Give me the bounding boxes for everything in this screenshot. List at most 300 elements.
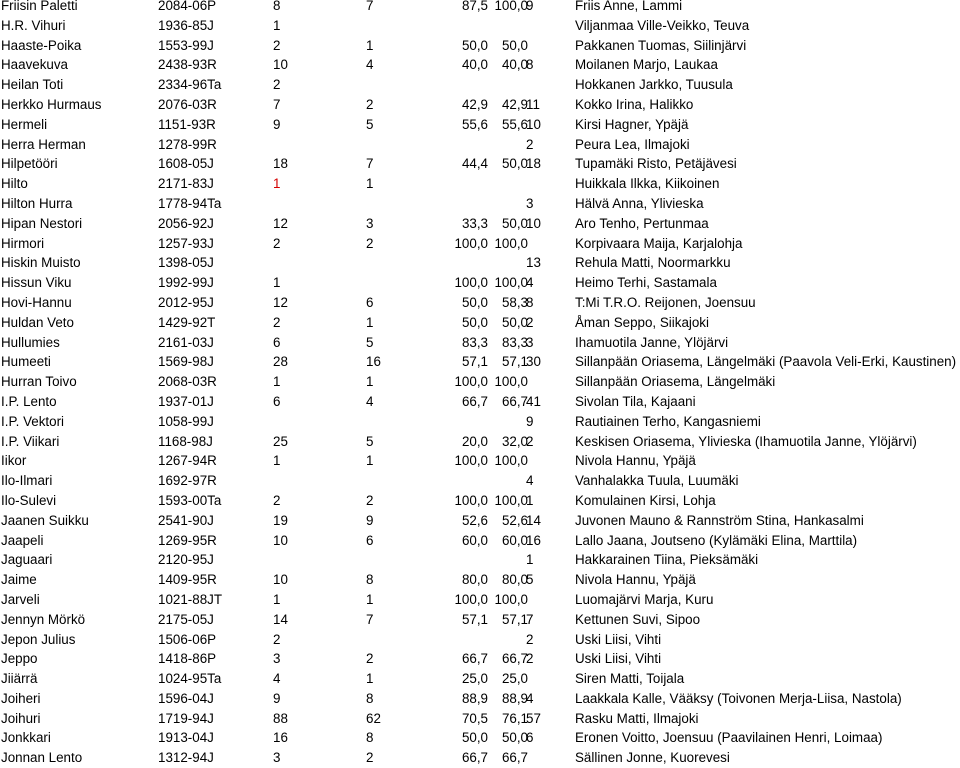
table-row [0, 0, 960, 16]
cell-starts: 4 [273, 671, 281, 687]
cell-placed-percent: 55,6 [501, 116, 528, 132]
cell-placed-percent: 57,1 [501, 611, 528, 627]
table-row [0, 293, 960, 313]
cell-placed-percent: 42,9 [501, 96, 528, 112]
cell-offspring: 7 [526, 611, 534, 627]
cell-horse-name: Hilton Hurra [1, 195, 73, 211]
cell-wins: 5 [366, 116, 374, 132]
cell-placed-percent: 57,1 [501, 354, 528, 370]
cell-horse-name: Jepon Julius [1, 631, 76, 647]
cell-wins: 6 [366, 294, 374, 310]
cell-win-percent: 60,0 [461, 532, 488, 548]
table-row [0, 709, 960, 729]
cell-win-percent: 100,0 [454, 591, 488, 607]
table-row [0, 352, 960, 372]
cell-offspring: 13 [526, 255, 541, 271]
table-row [0, 36, 960, 56]
cell-win-percent: 40,0 [461, 57, 488, 73]
cell-registration-number: 1024-95Ta [158, 671, 222, 687]
table-row [0, 412, 960, 432]
cell-win-percent: 50,0 [461, 294, 488, 310]
table-row [0, 115, 960, 135]
cell-offspring: 3 [526, 334, 534, 350]
cell-win-percent: 33,3 [461, 215, 488, 231]
cell-win-percent: 100,0 [454, 453, 488, 469]
cell-wins: 8 [366, 730, 374, 746]
cell-offspring: 11 [526, 96, 540, 112]
cell-horse-name: Hilpetööri [1, 156, 58, 172]
table-row [0, 95, 960, 115]
cell-owner: Kettunen Suvi, Sipoo [575, 611, 701, 627]
table-row [0, 194, 960, 214]
cell-registration-number: 1692-97R [158, 473, 217, 489]
cell-offspring: 6 [526, 730, 534, 746]
cell-owner: Juvonen Mauno & Rannström Stina, Hankasalmi [575, 512, 864, 528]
cell-owner: T:Mi T.R.O. Reijonen, Joensuu [575, 294, 756, 310]
cell-offspring: 4 [526, 690, 534, 706]
cell-placed-percent: 58,3 [501, 294, 528, 310]
cell-win-percent: 20,0 [461, 433, 488, 449]
cell-registration-number: 2056-92J [158, 215, 214, 231]
cell-horse-name: I.P. Lento [1, 393, 57, 409]
cell-horse-name: I.P. Viikari [1, 433, 60, 449]
cell-owner: Nivola Hannu, Ypäjä [575, 453, 696, 469]
cell-owner: Kirsi Hagner, Ypäjä [575, 116, 689, 132]
table-row [0, 16, 960, 36]
cell-win-percent: 66,7 [461, 393, 488, 409]
cell-registration-number: 1936-85J [158, 17, 214, 33]
cell-horse-name: Hipan Nestori [1, 215, 83, 231]
table-row [0, 214, 960, 234]
cell-win-percent: 25,0 [461, 671, 488, 687]
cell-registration-number: 1913-04J [158, 730, 214, 746]
cell-offspring: 2 [526, 631, 534, 647]
cell-registration-number: 2175-05J [158, 611, 214, 627]
cell-owner: Åman Seppo, Siikajoki [575, 314, 709, 330]
cell-placed-percent: 50,0 [501, 314, 528, 330]
table-row [0, 392, 960, 412]
cell-horse-name: Jaanen Suikku [1, 512, 89, 528]
cell-registration-number: 2076-03R [158, 96, 217, 112]
cell-placed-percent: 32,0 [501, 433, 528, 449]
cell-horse-name: Humeeti [1, 354, 51, 370]
cell-wins: 1 [366, 314, 374, 330]
cell-registration-number: 1267-94R [158, 453, 217, 469]
cell-registration-number: 1553-99J [158, 37, 214, 53]
table-row [0, 511, 960, 531]
cell-horse-name: Friisin Paletti [1, 0, 78, 13]
table-row [0, 234, 960, 254]
cell-horse-name: Haavekuva [1, 57, 68, 73]
cell-win-percent: 50,0 [461, 314, 488, 330]
cell-registration-number: 1058-99J [158, 413, 214, 429]
cell-registration-number: 1429-92T [158, 314, 216, 330]
cell-offspring: 1 [526, 552, 534, 568]
table-row [0, 75, 960, 95]
cell-registration-number: 2541-90J [158, 512, 214, 528]
cell-registration-number: 1021-88JT [158, 591, 223, 607]
cell-offspring: 2 [526, 433, 534, 449]
cell-starts: 14 [273, 611, 288, 627]
cell-offspring: 2 [526, 314, 534, 330]
cell-win-percent: 44,4 [461, 156, 488, 172]
cell-horse-name: Jarveli [1, 591, 40, 607]
cell-owner: Ihamuotila Janne, Ylöjärvi [575, 334, 729, 350]
cell-horse-name: Jonnan Lento [1, 750, 83, 766]
cell-owner: Tupamäki Risto, Petäjävesi [575, 156, 737, 172]
cell-horse-name: Huldan Veto [1, 314, 74, 330]
cell-starts: 88 [273, 710, 288, 726]
cell-offspring: 9 [526, 0, 534, 13]
table-row [0, 728, 960, 748]
cell-offspring: 9 [526, 413, 534, 429]
cell-horse-name: Jaime [1, 572, 37, 588]
cell-starts: 2 [273, 314, 281, 330]
cell-registration-number: 1168-98J [158, 433, 213, 449]
cell-starts: 1 [273, 591, 281, 607]
cell-offspring: 14 [526, 512, 541, 528]
table-row [0, 154, 960, 174]
cell-horse-name: Jaguaari [1, 552, 53, 568]
cell-horse-name: Herra Herman [1, 136, 86, 152]
cell-owner: Rehula Matti, Noormarkku [575, 255, 731, 271]
cell-starts: 2 [273, 77, 281, 93]
cell-starts: 1 [273, 275, 281, 291]
table-row [0, 669, 960, 689]
cell-starts: 28 [273, 354, 288, 370]
cell-win-percent: 87,5 [461, 0, 488, 13]
cell-wins: 4 [366, 393, 374, 409]
cell-horse-name: Jeppo [1, 651, 38, 667]
cell-win-percent: 88,9 [461, 690, 488, 706]
cell-registration-number: 1596-04J [158, 690, 214, 706]
cell-starts: 1 [273, 17, 281, 33]
cell-owner: Sivolan Tila, Kajaani [575, 393, 696, 409]
cell-wins: 7 [366, 156, 374, 172]
cell-starts: 6 [273, 334, 281, 350]
cell-starts: 1 [273, 453, 281, 469]
table-row [0, 432, 960, 452]
cell-wins: 16 [366, 354, 381, 370]
cell-offspring: 10 [526, 215, 541, 231]
cell-owner: Aro Tenho, Pertunmaa [575, 215, 709, 231]
cell-owner: Rautiainen Terho, Kangasniemi [575, 413, 761, 429]
cell-wins: 2 [366, 235, 374, 251]
cell-wins: 9 [366, 512, 374, 528]
cell-placed-percent: 66,7 [501, 651, 528, 667]
cell-owner: Lallo Jaana, Joutseno (Kylämäki Elina, Marttila) [575, 532, 858, 548]
cell-offspring: 2 [526, 651, 534, 667]
cell-starts: 10 [273, 532, 288, 548]
table-row [0, 372, 960, 392]
table-row [0, 471, 960, 491]
cell-wins: 6 [366, 532, 374, 548]
cell-win-percent: 66,7 [461, 750, 488, 766]
table-row [0, 531, 960, 551]
cell-starts: 2 [273, 235, 281, 251]
cell-owner: Hakkarainen Tiina, Pieksämäki [575, 552, 759, 568]
cell-starts: 2 [273, 631, 281, 647]
table-row [0, 748, 960, 768]
cell-placed-percent: 66,7 [501, 750, 528, 766]
cell-placed-percent: 100,0 [494, 0, 528, 13]
cell-wins: 3 [366, 215, 374, 231]
cell-starts: 3 [273, 651, 281, 667]
cell-win-percent: 55,6 [461, 116, 488, 132]
table-row [0, 55, 960, 75]
cell-registration-number: 1992-99J [158, 275, 214, 291]
cell-win-percent: 80,0 [461, 572, 488, 588]
cell-placed-percent: 76,1 [501, 710, 528, 726]
cell-starts: 18 [273, 156, 288, 172]
cell-placed-percent: 40,0 [501, 57, 528, 73]
cell-offspring: 3 [526, 195, 534, 211]
table-row [0, 590, 960, 610]
cell-horse-name: Hilto [1, 176, 28, 192]
cell-registration-number: 1418-86P [158, 651, 217, 667]
cell-wins: 2 [366, 750, 374, 766]
cell-starts: 10 [273, 572, 288, 588]
cell-wins: 5 [366, 433, 374, 449]
cell-horse-name: Hirmori [1, 235, 45, 251]
table-row [0, 649, 960, 669]
table-row [0, 610, 960, 630]
cell-owner: Moilanen Marjo, Laukaa [575, 57, 718, 73]
cell-starts: 16 [273, 730, 288, 746]
cell-placed-percent: 100,0 [494, 492, 528, 508]
cell-owner: Eronen Voitto, Joensuu (Paavilainen Henri, Loimaa) [575, 730, 883, 746]
cell-offspring: 57 [526, 710, 541, 726]
cell-win-percent: 57,1 [461, 354, 488, 370]
cell-offspring: 8 [526, 57, 534, 73]
cell-starts: 19 [273, 512, 288, 528]
cell-registration-number: 2171-83J [158, 176, 214, 192]
cell-registration-number: 2161-03J [158, 334, 214, 350]
table-row [0, 174, 960, 194]
cell-owner: Korpivaara Maija, Karjalohja [575, 235, 743, 251]
cell-horse-name: Jiiärrä [1, 671, 38, 687]
cell-registration-number: 1593-00Ta [158, 492, 222, 508]
cell-owner: Huikkala Ilkka, Kiikoinen [575, 176, 720, 192]
cell-starts: 2 [273, 37, 281, 53]
cell-offspring: 8 [526, 294, 534, 310]
cell-wins: 8 [366, 690, 374, 706]
cell-win-percent: 42,9 [461, 96, 488, 112]
cell-owner: Uski Liisi, Vihti [575, 631, 662, 647]
cell-starts: 7 [273, 96, 281, 112]
cell-registration-number: 2438-93R [158, 57, 217, 73]
cell-owner: Komulainen Kirsi, Lohja [575, 492, 716, 508]
cell-placed-percent: 100,0 [494, 275, 528, 291]
cell-registration-number: 2012-95J [158, 294, 214, 310]
cell-wins: 7 [366, 611, 374, 627]
cell-starts: 10 [273, 57, 288, 73]
cell-owner: Kokko Irina, Halikko [575, 96, 694, 112]
cell-horse-name: Joihuri [1, 710, 41, 726]
cell-horse-name: Heilan Toti [1, 77, 64, 93]
cell-win-percent: 50,0 [461, 730, 488, 746]
cell-owner: Laakkala Kalle, Vääksy (Toivonen Merja-Liisa, Nastola) [575, 690, 902, 706]
cell-horse-name: I.P. Vektori [1, 413, 65, 429]
cell-registration-number: 1506-06P [158, 631, 217, 647]
cell-registration-number: 1312-94J [158, 750, 214, 766]
cell-offspring: 16 [526, 532, 541, 548]
cell-wins: 1 [366, 374, 374, 390]
cell-owner: Uski Liisi, Vihti [575, 651, 662, 667]
cell-starts: 25 [273, 433, 288, 449]
cell-horse-name: Hovi-Hannu [1, 294, 72, 310]
cell-starts: 2 [273, 492, 281, 508]
cell-registration-number: 2120-95J [158, 552, 214, 568]
cell-registration-number: 1269-95R [158, 532, 217, 548]
cell-horse-name: Hermeli [1, 116, 48, 132]
cell-win-percent: 100,0 [454, 492, 488, 508]
cell-owner: Hokkanen Jarkko, Tuusula [575, 77, 733, 93]
table-row [0, 689, 960, 709]
cell-registration-number: 1278-99R [158, 136, 217, 152]
cell-placed-percent: 100,0 [494, 235, 528, 251]
cell-starts: 12 [273, 294, 288, 310]
cell-offspring: 1 [526, 492, 534, 508]
cell-placed-percent: 50,0 [501, 215, 528, 231]
cell-horse-name: H.R. Vihuri [1, 17, 66, 33]
cell-registration-number: 1569-98J [158, 354, 214, 370]
cell-starts: 6 [273, 393, 281, 409]
cell-horse-name: Jennyn Mörkö [1, 611, 86, 627]
cell-placed-percent: 25,0 [501, 671, 528, 687]
cell-registration-number: 2334-96Ta [158, 77, 222, 93]
cell-horse-name: Hullumies [1, 334, 60, 350]
cell-wins: 1 [366, 591, 374, 607]
table-row [0, 253, 960, 273]
cell-placed-percent: 52,6 [501, 512, 528, 528]
cell-owner: Sillanpään Oriasema, Längelmäki (Paavola Veli-Erki, Kaustinen) [575, 354, 957, 370]
table-row [0, 550, 960, 570]
cell-owner: Pakkanen Tuomas, Siilinjärvi [575, 37, 747, 53]
cell-registration-number: 2084-06P [158, 0, 217, 13]
cell-registration-number: 1937-01J [158, 393, 214, 409]
cell-placed-percent: 66,7 [501, 393, 528, 409]
cell-owner: Siren Matti, Toijala [575, 671, 685, 687]
cell-wins: 5 [366, 334, 374, 350]
cell-horse-name: Ilo-Ilmari [1, 473, 53, 489]
cell-registration-number: 1409-95R [158, 572, 217, 588]
cell-wins: 2 [366, 96, 374, 112]
cell-owner: Rasku Matti, Ilmajoki [575, 710, 699, 726]
cell-win-percent: 83,3 [461, 334, 488, 350]
cell-offspring: 18 [526, 156, 541, 172]
cell-starts: 9 [273, 690, 281, 706]
cell-offspring: 41 [526, 393, 541, 409]
cell-horse-name: Hiskin Muisto [1, 255, 81, 271]
cell-offspring: 4 [526, 473, 534, 489]
cell-offspring: 10 [526, 116, 541, 132]
cell-horse-name: Herkko Hurmaus [1, 96, 102, 112]
cell-placed-percent: 50,0 [501, 37, 528, 53]
cell-wins: 2 [366, 651, 374, 667]
cell-placed-percent: 100,0 [494, 591, 528, 607]
cell-owner: Hälvä Anna, Ylivieska [575, 195, 704, 211]
cell-registration-number: 1151-93R [158, 116, 216, 132]
cell-owner: Luomajärvi Marja, Kuru [575, 591, 714, 607]
cell-registration-number: 1778-94Ta [158, 195, 222, 211]
cell-wins: 1 [366, 671, 374, 687]
cell-wins: 1 [366, 453, 374, 469]
cell-placed-percent: 50,0 [501, 156, 528, 172]
cell-win-percent: 100,0 [454, 275, 488, 291]
cell-placed-percent: 88,9 [501, 690, 528, 706]
cell-registration-number: 1608-05J [158, 156, 214, 172]
cell-placed-percent: 100,0 [494, 453, 528, 469]
cell-offspring: 5 [526, 572, 534, 588]
cell-placed-percent: 100,0 [494, 374, 528, 390]
cell-win-percent: 57,1 [461, 611, 488, 627]
cell-owner: Nivola Hannu, Ypäjä [575, 572, 696, 588]
cell-offspring: 4 [526, 275, 534, 291]
cell-starts: 8 [273, 0, 281, 13]
cell-horse-name: Jaapeli [1, 532, 44, 548]
cell-win-percent: 100,0 [454, 235, 488, 251]
cell-owner: Sällinen Jonne, Kuorevesi [575, 750, 730, 766]
cell-win-percent: 50,0 [461, 37, 488, 53]
table-row [0, 135, 960, 155]
cell-wins: 7 [366, 0, 374, 13]
cell-wins: 4 [366, 57, 374, 73]
cell-owner: Peura Lea, Ilmajoki [575, 136, 690, 152]
table-row [0, 451, 960, 471]
cell-registration-number: 1719-94J [158, 710, 214, 726]
cell-wins: 62 [366, 710, 381, 726]
cell-win-percent: 52,6 [461, 512, 488, 528]
cell-owner: Friis Anne, Lammi [575, 0, 683, 13]
cell-horse-name: Hissun Viku [1, 275, 72, 291]
cell-horse-name: Ilo-Sulevi [1, 492, 57, 508]
table-row [0, 313, 960, 333]
cell-horse-name: Haaste-Poika [1, 37, 82, 53]
cell-registration-number: 1398-05J [158, 255, 214, 271]
cell-wins: 8 [366, 572, 374, 588]
cell-starts: 12 [273, 215, 288, 231]
table-row [0, 630, 960, 650]
cell-offspring: 2 [526, 136, 534, 152]
cell-horse-name: Joiheri [1, 690, 41, 706]
cell-horse-name: Jonkkari [1, 730, 51, 746]
cell-horse-name: Hurran Toivo [1, 374, 77, 390]
table-row [0, 491, 960, 511]
table-row [0, 333, 960, 353]
cell-placed-percent: 83,3 [501, 334, 528, 350]
table-row [0, 570, 960, 590]
cell-placed-percent: 80,0 [501, 572, 528, 588]
cell-owner: Sillanpään Oriasema, Längelmäki [575, 374, 776, 390]
cell-starts: 1 [273, 374, 281, 390]
cell-win-percent: 66,7 [461, 651, 488, 667]
cell-wins: 1 [366, 176, 374, 192]
cell-starts: 1 [273, 176, 281, 192]
cell-owner: Vanhalakka Tuula, Luumäki [575, 473, 739, 489]
cell-placed-percent: 60,0 [501, 532, 528, 548]
cell-horse-name: Iikor [1, 453, 27, 469]
cell-offspring: 30 [526, 354, 541, 370]
cell-registration-number: 2068-03R [158, 374, 217, 390]
table-row [0, 273, 960, 293]
cell-wins: 2 [366, 492, 374, 508]
cell-starts: 9 [273, 116, 281, 132]
cell-owner: Keskisen Oriasema, Ylivieska (Ihamuotila Janne, Ylöjärvi) [575, 433, 917, 449]
cell-registration-number: 1257-93J [158, 235, 214, 251]
cell-owner: Heimo Terhi, Sastamala [575, 275, 717, 291]
cell-wins: 1 [366, 37, 374, 53]
